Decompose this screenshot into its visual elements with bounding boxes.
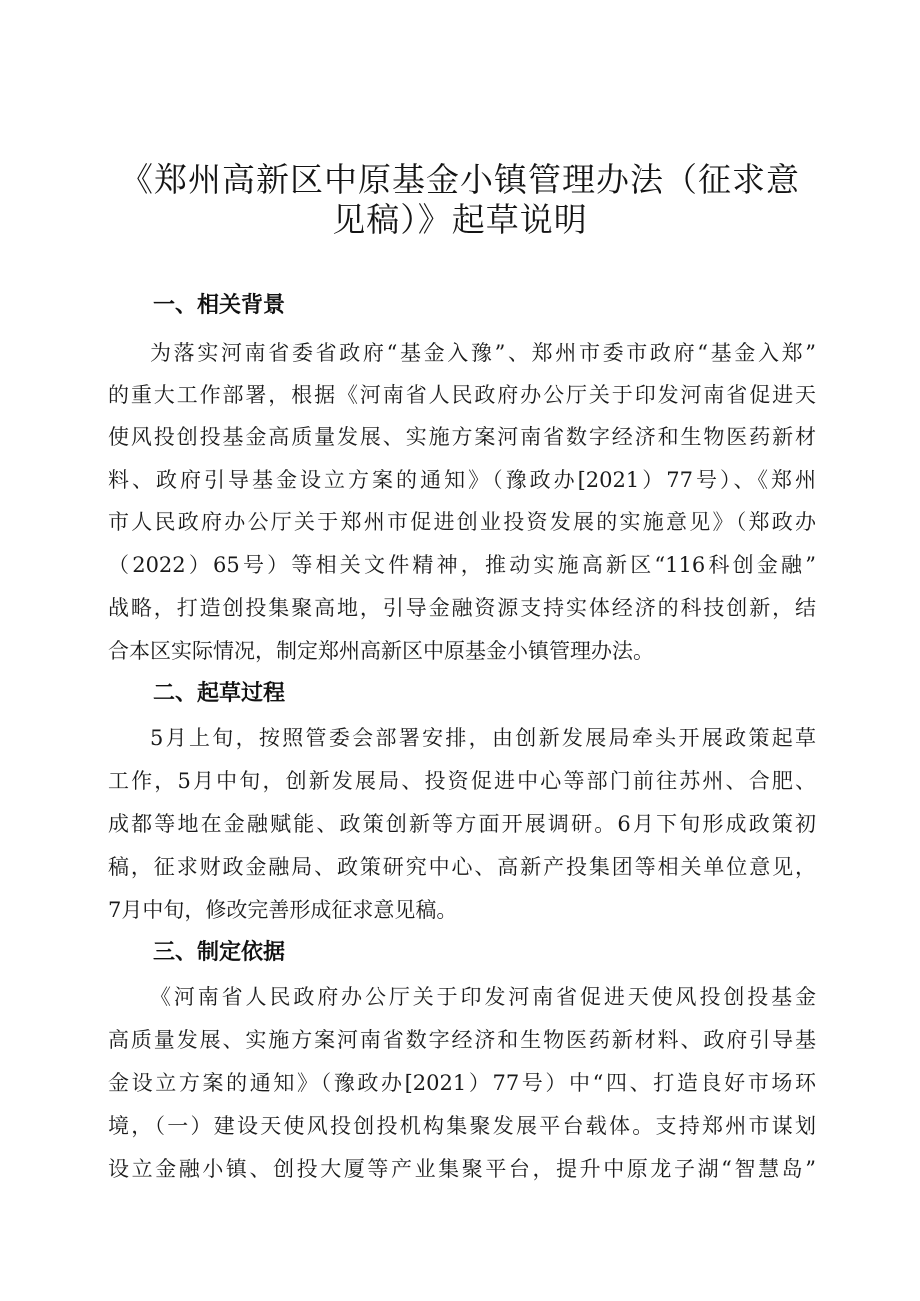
paragraph-line: 合本区实际情况，制定郑州高新区中原基金小镇管理办法。 [108,639,654,663]
document-title-line-1: 《郑州高新区中原基金小镇管理办法（征求意 [120,160,800,199]
paragraph-line: 高质量发展、实施方案河南省数字经济和生物医药新材料、政府引导基 [108,1028,816,1052]
paragraph-line: 料、政府引导基金设立方案的通知》（豫政办[2021）77号）、《郑州 [108,468,816,492]
paragraph-line: 《河南省人民政府办公厅关于印发河南省促进天使风投创投基金 [150,985,816,1009]
paragraph-line: 战略，打造创投集聚高地，引导金融资源支持实体经济的科技创新，结 [108,596,816,620]
paragraph-line: 稿，征求财政金融局、政策研究中心、高新产投集团等相关单位意见， [108,855,816,879]
paragraph-line: 使风投创投基金高质量发展、实施方案河南省数字经济和生物医药新材 [108,425,816,449]
paragraph-line: 金设立方案的通知》（豫政办[2021）77号）中“四、打造良好市场环 [108,1071,816,1095]
paragraph-line: 7月中旬，修改完善形成征求意见稿。 [108,898,458,922]
paragraph-line: 的重大工作部署，根据《河南省人民政府办公厅关于印发河南省促进天 [108,383,816,407]
document-title-line-2: 见稿）》起草说明 [332,200,588,239]
paragraph-line: 设立金融小镇、创投大厦等产业集聚平台，提升中原龙子湖“智慧岛” [108,1157,816,1181]
paragraph-line: 5月上旬，按照管委会部署安排，由创新发展局牵头开展政策起草 [150,726,816,750]
paragraph-line: 为落实河南省委省政府“基金入豫”、郑州市委市政府“基金入郑” [150,341,816,365]
paragraph-line: 市人民政府办公厅关于郑州市促进创业投资发展的实施意见》（郑政办 [108,510,816,534]
paragraph-line: 境，（一）建设天使风投创投机构集聚发展平台载体。支持郑州市谋划 [108,1114,816,1138]
paragraph-line: 成都等地在金融赋能、政策创新等方面开展调研。6月下旬形成政策初 [108,812,816,836]
paragraph-line: 工作，5月中旬，创新发展局、投资促进中心等部门前往苏州、合肥、 [108,769,816,793]
section-heading-drafting-process: 二、起草过程 [153,681,286,706]
paragraph-line: （2022）65号）等相关文件精神，推动实施高新区“116科创金融” [108,553,816,577]
section-heading-background: 一、相关背景 [153,293,286,318]
section-heading-basis: 三、制定依据 [153,940,286,965]
